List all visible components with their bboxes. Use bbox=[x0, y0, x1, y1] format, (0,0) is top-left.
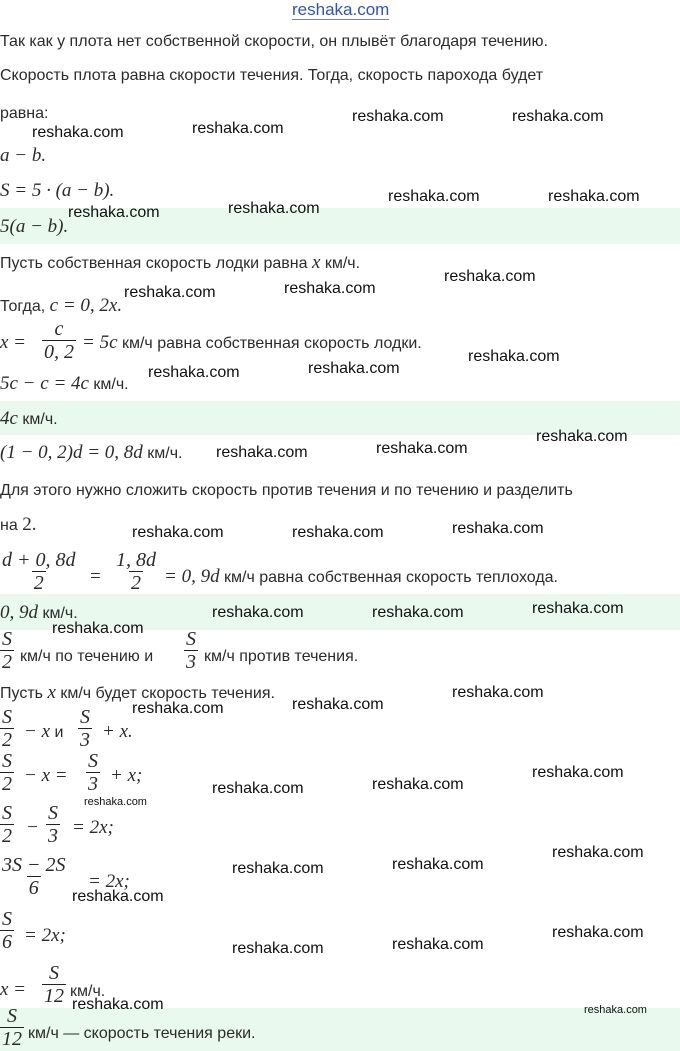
fraction bbox=[0, 854, 68, 899]
watermark: reshaka.com bbox=[532, 764, 624, 781]
fraction-numerator: S bbox=[2, 628, 12, 650]
math-part: x = bbox=[0, 979, 27, 1000]
watermark: reshaka.com bbox=[284, 280, 376, 297]
text-part: км/ч. bbox=[38, 605, 78, 622]
watermark: reshaka.com bbox=[148, 364, 240, 381]
fraction-denominator: 6 bbox=[2, 931, 12, 953]
watermark: reshaka.com bbox=[192, 120, 284, 137]
watermark: reshaka.com bbox=[216, 444, 308, 461]
text-line bbox=[0, 515, 36, 536]
watermark: reshaka.com bbox=[84, 796, 147, 808]
text-part: км/ч. bbox=[70, 983, 106, 1000]
text-part: км/ч. bbox=[142, 445, 183, 462]
text-part: км/ч. bbox=[320, 255, 361, 272]
fraction-denominator: 12 bbox=[44, 985, 64, 1007]
site-title[interactable]: reshaka.com bbox=[292, 0, 390, 19]
watermark: reshaka.com bbox=[212, 780, 304, 797]
fraction bbox=[184, 628, 198, 673]
watermark: reshaka.com bbox=[72, 996, 164, 1013]
text-part: на bbox=[0, 517, 23, 534]
watermark: reshaka.com bbox=[232, 860, 324, 877]
answer-math: 5(a − b). bbox=[0, 216, 69, 237]
watermark: reshaka.com bbox=[552, 924, 644, 941]
watermark: reshaka.com bbox=[552, 844, 644, 861]
math-part: + x; bbox=[110, 765, 143, 786]
watermark: reshaka.com bbox=[228, 200, 320, 217]
fraction-denominator: 3 bbox=[48, 825, 58, 847]
watermark: reshaka.com bbox=[388, 188, 480, 205]
watermark: reshaka.com bbox=[132, 524, 224, 541]
math-part: x bbox=[311, 252, 321, 273]
math-line: a − b. bbox=[0, 145, 47, 166]
watermark: reshaka.com bbox=[352, 108, 444, 125]
watermark: reshaka.com bbox=[232, 940, 324, 957]
fraction-denominator: 2 bbox=[2, 825, 12, 847]
text-part: Пусть собственная скорость лодки равна bbox=[0, 255, 312, 272]
fraction-numerator: S bbox=[88, 750, 98, 772]
text-part: Тогда, bbox=[0, 298, 50, 315]
fraction-numerator: S bbox=[2, 706, 12, 728]
fraction-numerator: c bbox=[54, 318, 64, 340]
text-line: Так как у плота нет собственной скорости, он плывёт благодаря течению. bbox=[0, 33, 548, 50]
text-part: км/ч будет скорость течения. bbox=[55, 685, 275, 702]
fraction-numerator: S bbox=[49, 962, 59, 984]
fraction bbox=[0, 908, 14, 953]
math-part: = 2x; bbox=[24, 925, 66, 946]
text-line: Скорость плота равна скорости течения. Тогда, скорость парохода будет bbox=[0, 67, 544, 84]
watermark: reshaka.com bbox=[52, 620, 144, 637]
text-line bbox=[24, 722, 63, 743]
fraction-numerator: S bbox=[2, 802, 12, 824]
watermark: reshaka.com bbox=[376, 440, 468, 457]
fraction-numerator: S bbox=[7, 1005, 17, 1027]
math-part: x bbox=[47, 682, 56, 703]
fraction-denominator: 2 bbox=[131, 572, 141, 594]
math-part: x = bbox=[0, 332, 27, 353]
math-part: − bbox=[26, 817, 39, 838]
fraction-denominator: 2 bbox=[2, 773, 12, 795]
watermark: reshaka.com bbox=[212, 604, 304, 621]
fraction bbox=[42, 962, 66, 1007]
watermark: reshaka.com bbox=[444, 268, 536, 285]
fraction bbox=[0, 1005, 24, 1050]
text-line bbox=[0, 296, 122, 317]
fraction bbox=[0, 802, 14, 847]
watermark: reshaka.com bbox=[292, 696, 384, 713]
text-part: км/ч против течения. bbox=[204, 648, 359, 665]
fraction-denominator: 12 bbox=[2, 1028, 22, 1050]
fraction-numerator: S bbox=[186, 628, 196, 650]
text-line bbox=[164, 567, 558, 588]
text-line bbox=[0, 374, 129, 395]
math-part: = 2x; bbox=[72, 817, 114, 838]
fraction bbox=[0, 628, 14, 673]
math-part: = 5c bbox=[82, 332, 118, 353]
math-part: c = 0, 2x. bbox=[49, 295, 123, 316]
math-part: + x. bbox=[102, 721, 133, 742]
fraction bbox=[0, 549, 78, 594]
fraction bbox=[46, 802, 60, 847]
fraction-numerator: 1, 8d bbox=[116, 549, 156, 571]
fraction-numerator: d + 0, 8d bbox=[2, 549, 76, 571]
fraction-numerator: S bbox=[48, 802, 58, 824]
answer-text: км/ч — скорость течения реки. bbox=[28, 1025, 256, 1042]
watermark: reshaka.com bbox=[124, 284, 216, 301]
fraction-denominator: 2 bbox=[2, 651, 12, 673]
watermark: reshaka.com bbox=[32, 124, 124, 141]
fraction bbox=[0, 750, 14, 795]
fraction-denominator: 3 bbox=[80, 729, 90, 751]
watermark: reshaka.com bbox=[72, 888, 164, 905]
watermark: reshaka.com bbox=[392, 936, 484, 953]
watermark: reshaka.com bbox=[512, 108, 604, 125]
fraction-denominator: 0, 2 bbox=[44, 341, 74, 363]
text-line bbox=[0, 443, 182, 464]
math-part: 2. bbox=[22, 514, 37, 535]
math-part: = 2x; bbox=[88, 871, 130, 892]
fraction bbox=[0, 706, 14, 751]
fraction bbox=[42, 318, 76, 363]
watermark: reshaka.com bbox=[548, 188, 640, 205]
text-line: равна: bbox=[0, 105, 49, 122]
math-part: = 0, 9d bbox=[164, 566, 220, 587]
text-line bbox=[0, 253, 360, 274]
fraction-denominator: 2 bbox=[2, 729, 12, 751]
watermark: reshaka.com bbox=[452, 520, 544, 537]
fraction-denominator: 3 bbox=[186, 651, 196, 673]
fraction-denominator: 6 bbox=[28, 877, 39, 899]
text-line: Для этого нужно сложить скорость против течения и по течению и разделить bbox=[0, 482, 573, 499]
fraction-numerator: S bbox=[2, 750, 12, 772]
text-part: км/ч по течению и bbox=[20, 648, 154, 665]
answer-line bbox=[0, 409, 58, 430]
math-line: S = 5 · (a − b). bbox=[0, 180, 115, 201]
math-part: (1 − 0, 2)d = 0, 8d bbox=[0, 442, 143, 463]
watermark: reshaka.com bbox=[532, 600, 624, 617]
watermark: reshaka.com bbox=[308, 360, 400, 377]
fraction bbox=[78, 706, 92, 751]
text-part: км/ч. bbox=[88, 376, 129, 393]
watermark: reshaka.com bbox=[392, 856, 484, 873]
watermark: reshaka.com bbox=[372, 604, 464, 621]
fraction-denominator: 3 bbox=[88, 773, 98, 795]
watermark: reshaka.com bbox=[292, 524, 384, 541]
math-part: 4c bbox=[0, 408, 18, 429]
text-part: км/ч. bbox=[17, 411, 58, 428]
fraction-numerator: S bbox=[80, 706, 90, 728]
text-part: км/ч равна собственная скорость теплохода. bbox=[219, 569, 558, 586]
fraction-numerator: S bbox=[2, 908, 12, 930]
watermark: reshaka.com bbox=[68, 204, 160, 221]
text-part: км/ч равна собственная скорость лодки. bbox=[117, 335, 422, 352]
watermark: reshaka.com bbox=[468, 348, 560, 365]
fraction bbox=[86, 750, 100, 795]
watermark: reshaka.com bbox=[536, 428, 628, 445]
watermark: reshaka.com bbox=[452, 684, 544, 701]
math-part: − x bbox=[24, 721, 51, 742]
fraction bbox=[114, 549, 158, 594]
watermark: reshaka.com bbox=[132, 700, 224, 717]
math-part: − x = bbox=[24, 765, 68, 786]
fraction-denominator: 2 bbox=[33, 572, 44, 594]
math-part: = bbox=[90, 566, 101, 587]
watermark: reshaka.com bbox=[584, 1004, 647, 1016]
math-part: 5c − c = 4c bbox=[0, 373, 89, 394]
math-part: 0, 9d bbox=[0, 602, 38, 623]
watermark: reshaka.com bbox=[372, 776, 464, 793]
fraction-numerator: 3S − 2S bbox=[2, 854, 66, 876]
text-line bbox=[82, 333, 422, 354]
text-part: Пусть bbox=[0, 685, 48, 702]
text-part: и bbox=[50, 724, 64, 741]
